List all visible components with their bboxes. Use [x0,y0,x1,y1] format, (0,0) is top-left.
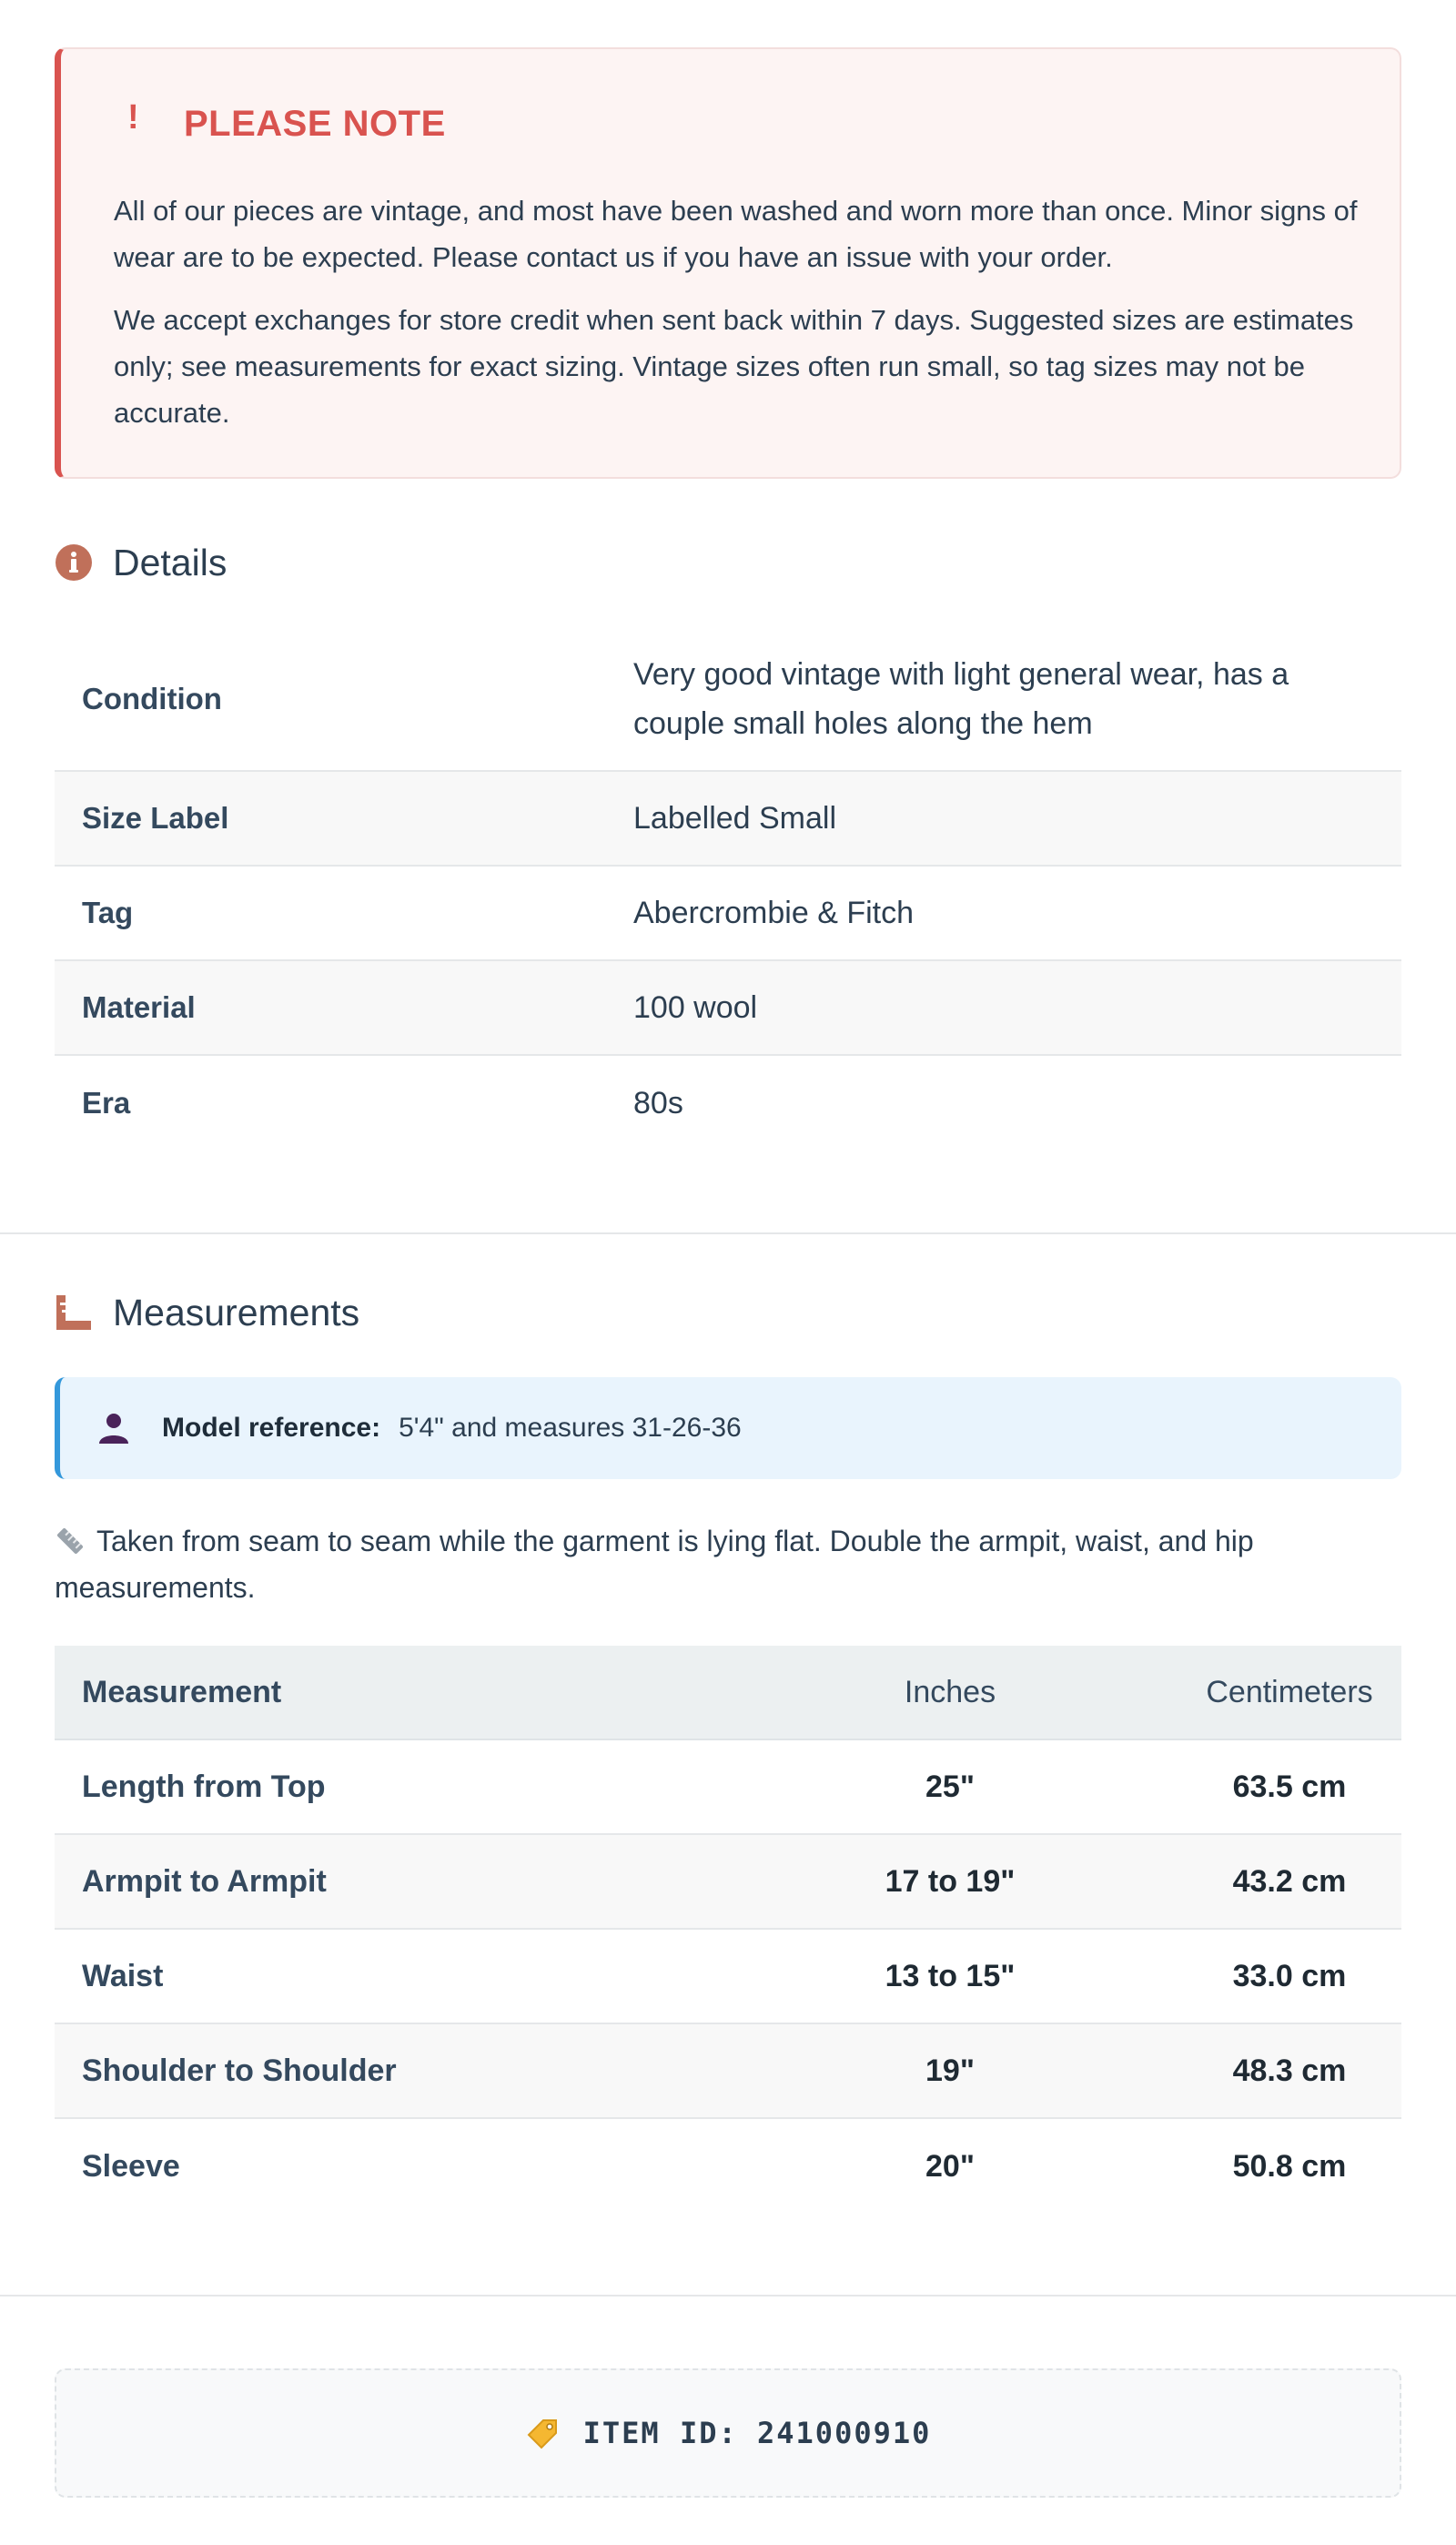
model-reference-label: Model reference: [162,1413,381,1443]
person-icon [96,1411,131,1445]
ruler-icon [55,1293,93,1332]
measurement-cm: 33.0 cm [1232,1958,1347,1993]
measurements-table [55,1646,1401,2214]
model-reference-box [55,1377,1401,1479]
details-header [55,535,227,590]
details-label: Material [82,990,196,1024]
details-label: Era [82,1086,131,1120]
measurements-header [55,1285,359,1340]
details-value: 100 wool [633,990,758,1025]
measurement-inches: 20" [925,2148,975,2184]
measurement-name: Armpit to Armpit [82,1863,327,1899]
measurement-name: Length from Top [82,1769,326,1804]
item-id: ITEM ID: 241000910 [582,2416,932,2450]
notice-paragraph-2: We accept exchanges for store credit when sent back within 7 days. Suggested sizes are estimates only; see measurements for exact sizing. Vintage sizes often run small, so tag sizes may not be accurate. [114,304,1354,429]
measurement-name: Sleeve [82,2148,180,2184]
notice-box [55,47,1401,479]
ruler-icon [55,1524,86,1555]
measurement-note [55,1518,1365,1611]
table-row [55,1740,1401,1835]
details-label: Condition [82,682,222,715]
model-reference-text: 5'4" and measures 31-26-36 [399,1413,742,1443]
table-row [55,1835,1401,1930]
measurement-inches: 19" [925,2053,975,2088]
details-value: 80s [633,1086,683,1120]
notice-title: PLEASE NOTE [184,104,446,144]
item-id-box [55,2368,1401,2498]
details-value: Abercrombie & Fitch [633,896,914,930]
section-divider [0,2295,1456,2297]
details-row [55,772,1401,867]
measurement-cm: 63.5 cm [1232,1769,1347,1804]
details-value: Very good vintage with light general wear, has a couple small holes along the hem [633,657,1289,741]
exclamation-icon: ! [127,98,139,137]
section-divider [0,1232,1456,1234]
measurement-cm: 48.3 cm [1232,2053,1347,2088]
table-header-row [55,1646,1401,1740]
details-row [55,961,1401,1056]
details-row [55,628,1401,772]
table-row [55,2024,1401,2119]
measurement-inches: 17 to 19" [885,1863,1016,1899]
measurement-note-text: Taken from seam to seam while the garment is lying flat. Double the armpit, waist, and hip measurements. [55,1525,1254,1604]
details-value: Labelled Small [633,801,837,836]
measurement-name: Shoulder to Shoulder [82,2053,397,2088]
measurements-title: Measurements [113,1291,360,1333]
measurement-inches: 13 to 15" [885,1958,1016,1993]
notice-paragraph-1: All of our pieces are vintage, and most have been washed and worn more than once. Minor signs of wear are to be expected. Please contact us if you have an issue with your order. [114,195,1358,273]
tag-icon [525,2415,561,2451]
table-row [55,2119,1401,2214]
info-circle-icon [55,543,93,582]
table-row [55,1930,1401,2024]
measurement-inches: 25" [925,1769,975,1804]
details-row [55,1056,1401,1151]
details-table [55,628,1401,1151]
column-header-measurement: Measurement [82,1674,282,1709]
measurement-cm: 43.2 cm [1232,1863,1347,1899]
column-header-inches: Inches [904,1674,996,1709]
details-label: Tag [82,896,134,929]
details-title: Details [113,541,228,583]
column-header-centimeters: Centimeters [1206,1674,1373,1709]
details-label: Size Label [82,801,229,835]
details-row [55,867,1401,961]
measurement-cm: 50.8 cm [1232,2148,1347,2184]
measurement-name: Waist [82,1958,164,1993]
